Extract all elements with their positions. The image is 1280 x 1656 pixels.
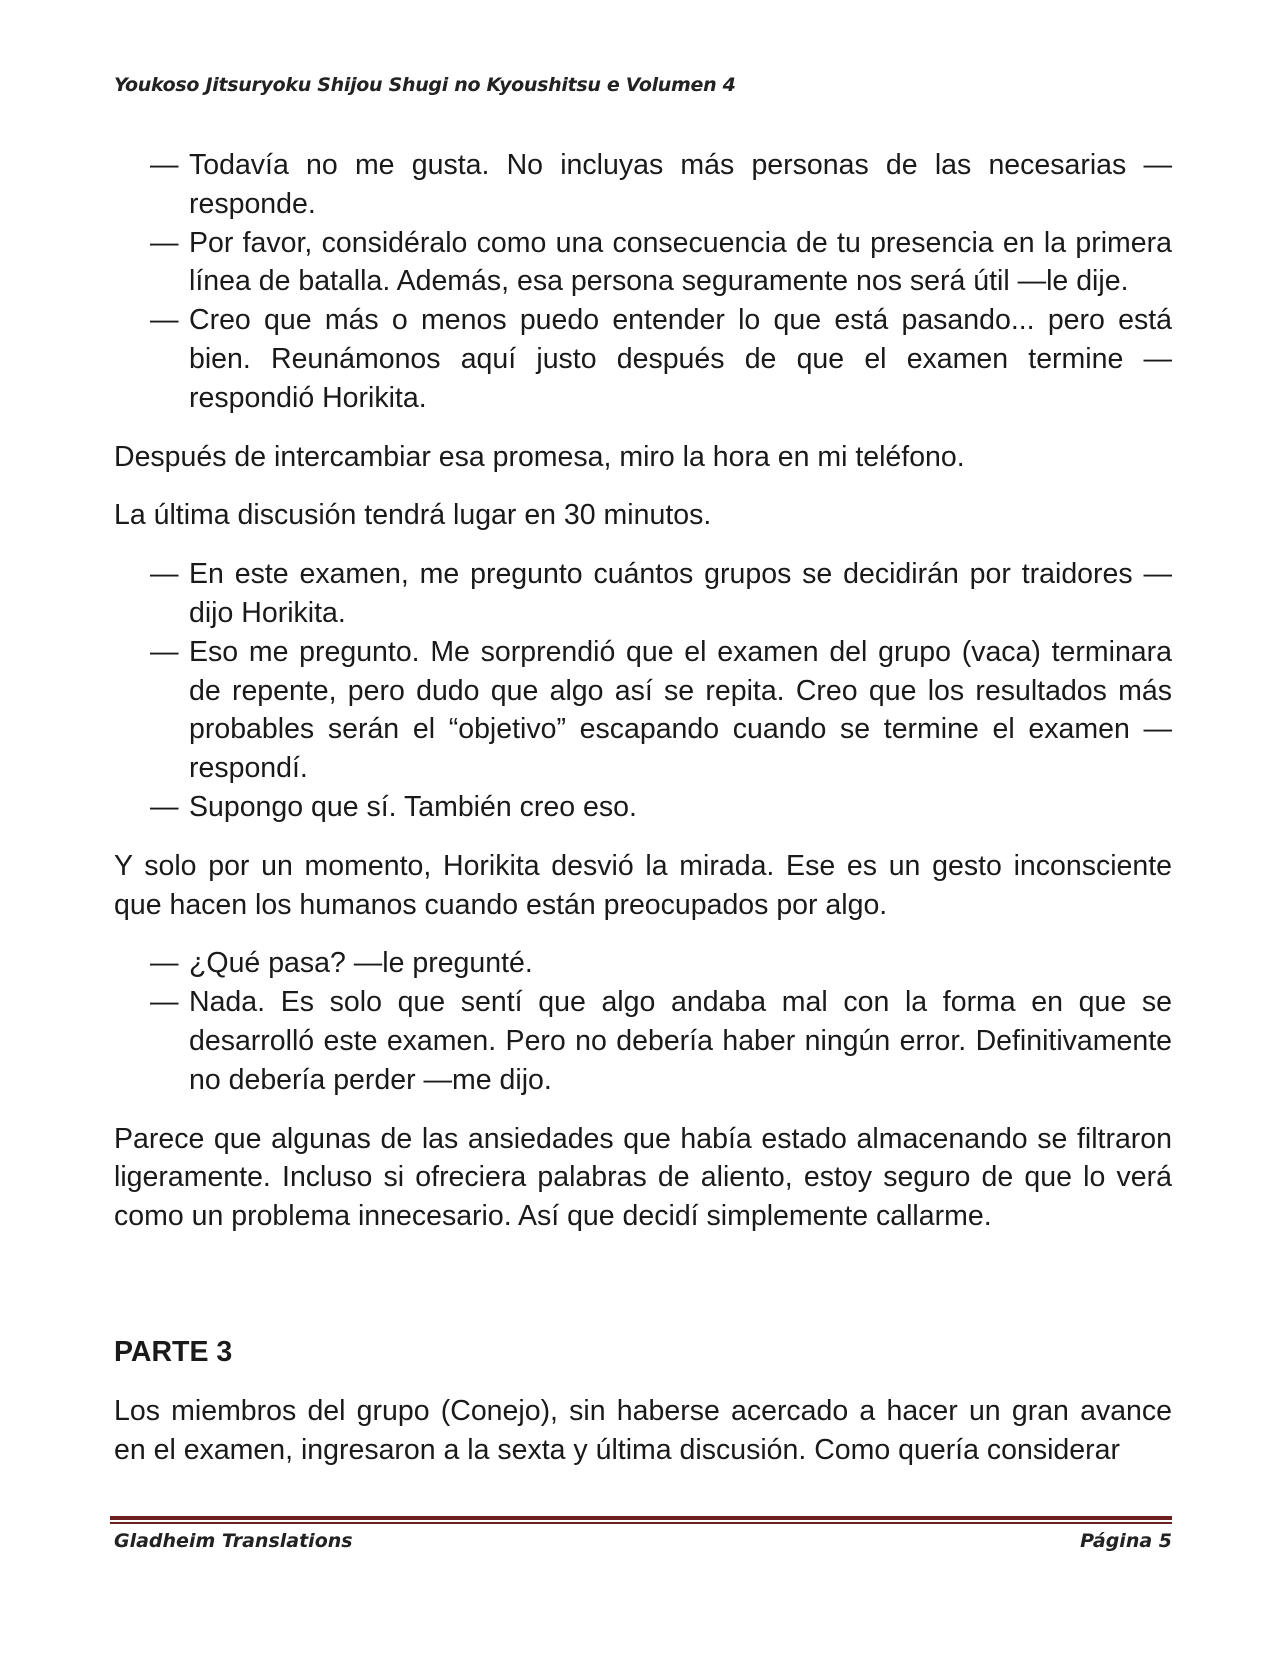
dialogue-text: Supongo que sí. También creo eso. [189, 790, 637, 823]
dialogue-line [114, 788, 1172, 827]
dialogue-dash: — [150, 304, 179, 337]
narrative-paragraph: Parece que algunas de las ansiedades que había estado almacenando se filtraron ligeramente. Incluso si ofreciera palabras de aliento, estoy seguro de que lo verá como un problema innecesario. Así que decidí simplemente callarme. [114, 1122, 1172, 1233]
dialogue-text: Eso me pregunto. Me sorprendió que el examen del grupo (vaca) terminara de repente, pero dudo que algo así se repita. Creo que los resultados más probables serán el “objetivo” escapando cuando se termine el examen —respondí. [189, 635, 1172, 785]
dialogue-line [114, 944, 1172, 983]
dialogue-line [114, 224, 1172, 302]
footer-page-number: Página 5 [1080, 1530, 1172, 1552]
dialogue-text: Todavía no me gusta. No incluyas más personas de las necesarias —responde. [189, 149, 1172, 220]
footer-divider-thick [110, 1516, 1172, 1520]
dialogue-line [114, 555, 1172, 633]
dialogue-dash: — [150, 149, 179, 181]
dialogue-text: En este examen, me pregunto cuántos grupos se decidirán por traidores —dijo Horikita. [189, 558, 1172, 629]
narrative-paragraph: Los miembros del grupo (Conejo), sin haberse acercado a hacer un gran avance en el examen, ingresaron a la sexta y última discusión. Como quería considerar [114, 1394, 1172, 1466]
dialogue-line [114, 983, 1172, 1099]
dialogue-dash: — [150, 947, 179, 980]
dialogue-block [114, 146, 1172, 418]
running-header-title: Youkoso Jitsuryoku Shijou Shugi no Kyoushitsu e Volumen 4 [114, 74, 736, 96]
dialogue-text: Nada. Es solo que sentí que algo andaba mal con la forma en que se desarrolló este examen. Pero no debería haber ningún error. Definitivamente no debería perder —me dijo. [189, 986, 1172, 1096]
dialogue-dash: — [150, 635, 179, 668]
dialogue-dash: — [150, 558, 179, 591]
dialogue-dash: — [150, 226, 179, 259]
section-heading: PARTE 3 [114, 1335, 233, 1368]
page-body [114, 146, 1172, 1489]
dialogue-dash: — [150, 986, 179, 1019]
narrative-paragraph: Y solo por un momento, Horikita desvió la mirada. Ese es un gesto inconsciente que hacen los humanos cuando están preocupados por algo. [114, 849, 1172, 921]
footer-publisher: Gladheim Translations [114, 1530, 353, 1552]
dialogue-text: Creo que más o menos puedo entender lo que está pasando... pero está bien. Reunámonos aquí justo después de que el examen termine —respondió Horikita. [189, 304, 1172, 414]
dialogue-line [114, 633, 1172, 788]
footer-divider [110, 1516, 1172, 1524]
dialogue-line [114, 146, 1172, 224]
dialogue-block [114, 555, 1172, 827]
narrative-paragraph: La última discusión tendrá lugar en 30 minutos. [114, 499, 712, 532]
dialogue-block [114, 944, 1172, 1099]
dialogue-text: ¿Qué pasa? —le pregunté. [189, 947, 533, 980]
dialogue-line [114, 301, 1172, 417]
footer-divider-thin [110, 1522, 1172, 1524]
narrative-paragraph: Después de intercambiar esa promesa, miro la hora en mi teléfono. [114, 440, 965, 473]
dialogue-dash: — [150, 790, 179, 823]
dialogue-text: Por favor, considéralo como una consecuencia de tu presencia en la primera línea de batalla. Además, esa persona seguramente nos será útil —le dije. [189, 226, 1172, 298]
